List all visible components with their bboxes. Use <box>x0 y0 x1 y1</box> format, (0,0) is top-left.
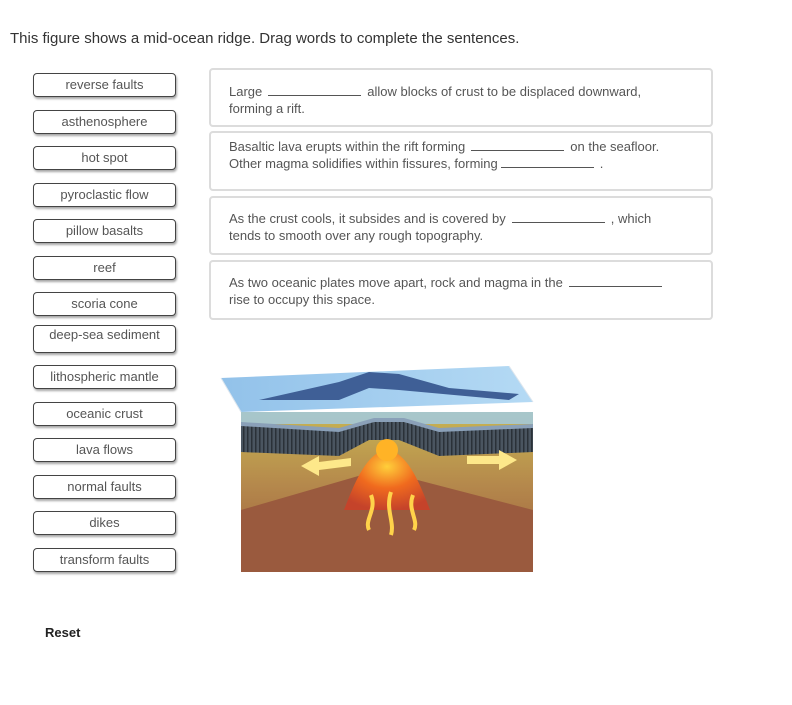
word-chip-oceanic-crust[interactable]: oceanic crust <box>33 402 176 426</box>
drop-target-3[interactable] <box>501 166 594 168</box>
sentence-3-text-b: , which tends to smooth over any rough topography. <box>229 211 652 243</box>
drop-target-4[interactable] <box>512 221 605 223</box>
sentence-4-text-a: As two oceanic plates move apart, rock and magma in the <box>229 275 563 290</box>
sentence-2-text-a: Basaltic lava erupts within the rift forming <box>229 139 466 154</box>
word-chip-scoria-cone[interactable]: scoria cone <box>33 292 176 316</box>
word-chip-pyroclastic-flow[interactable]: pyroclastic flow <box>33 183 176 207</box>
word-chip-dikes[interactable]: dikes <box>33 511 176 535</box>
word-chip-lithospheric-mantle[interactable]: lithospheric mantle <box>33 365 176 389</box>
word-chip-reef[interactable]: reef <box>33 256 176 280</box>
word-chip-hot-spot[interactable]: hot spot <box>33 146 176 170</box>
instructions: This figure shows a mid-ocean ridge. Drag words to complete the sentences. <box>10 30 520 47</box>
sentence-2-text-c: . <box>599 156 604 171</box>
magma-glow <box>376 439 398 461</box>
sentence-3 <box>209 196 713 255</box>
mid-ocean-ridge-figure <box>219 360 535 575</box>
sentence-1 <box>209 68 713 127</box>
sentence-3-text-a: As the crust cools, it subsides and is covered by <box>229 211 506 226</box>
reset-button[interactable]: Reset <box>45 625 81 640</box>
word-chip-asthenosphere[interactable]: asthenosphere <box>33 110 176 134</box>
sentence-4-text-b: rise to occupy this space. <box>229 292 375 307</box>
drop-target-2[interactable] <box>471 149 564 151</box>
drop-target-5[interactable] <box>569 285 662 287</box>
sentence-1-text-b: allow blocks of crust to be displaced downward, forming a rift. <box>229 84 642 116</box>
word-chip-deep-sea-sediment[interactable]: deep-sea sediment <box>33 325 176 353</box>
sentence-2 <box>209 131 713 191</box>
sentence-2-text-b: on the seafloor. Other magma solidifies within fissures, forming <box>229 139 660 171</box>
word-chip-lava-flows[interactable]: lava flows <box>33 438 176 462</box>
word-chip-transform-faults[interactable]: transform faults <box>33 548 176 572</box>
word-chip-pillow-basalts[interactable]: pillow basalts <box>33 219 176 243</box>
sentence-1-text-a: Large <box>229 84 263 99</box>
drop-target-1[interactable] <box>268 94 361 96</box>
word-chip-reverse-faults[interactable]: reverse faults <box>33 73 176 97</box>
sentence-4 <box>209 260 713 320</box>
word-chip-normal-faults[interactable]: normal faults <box>33 475 176 499</box>
